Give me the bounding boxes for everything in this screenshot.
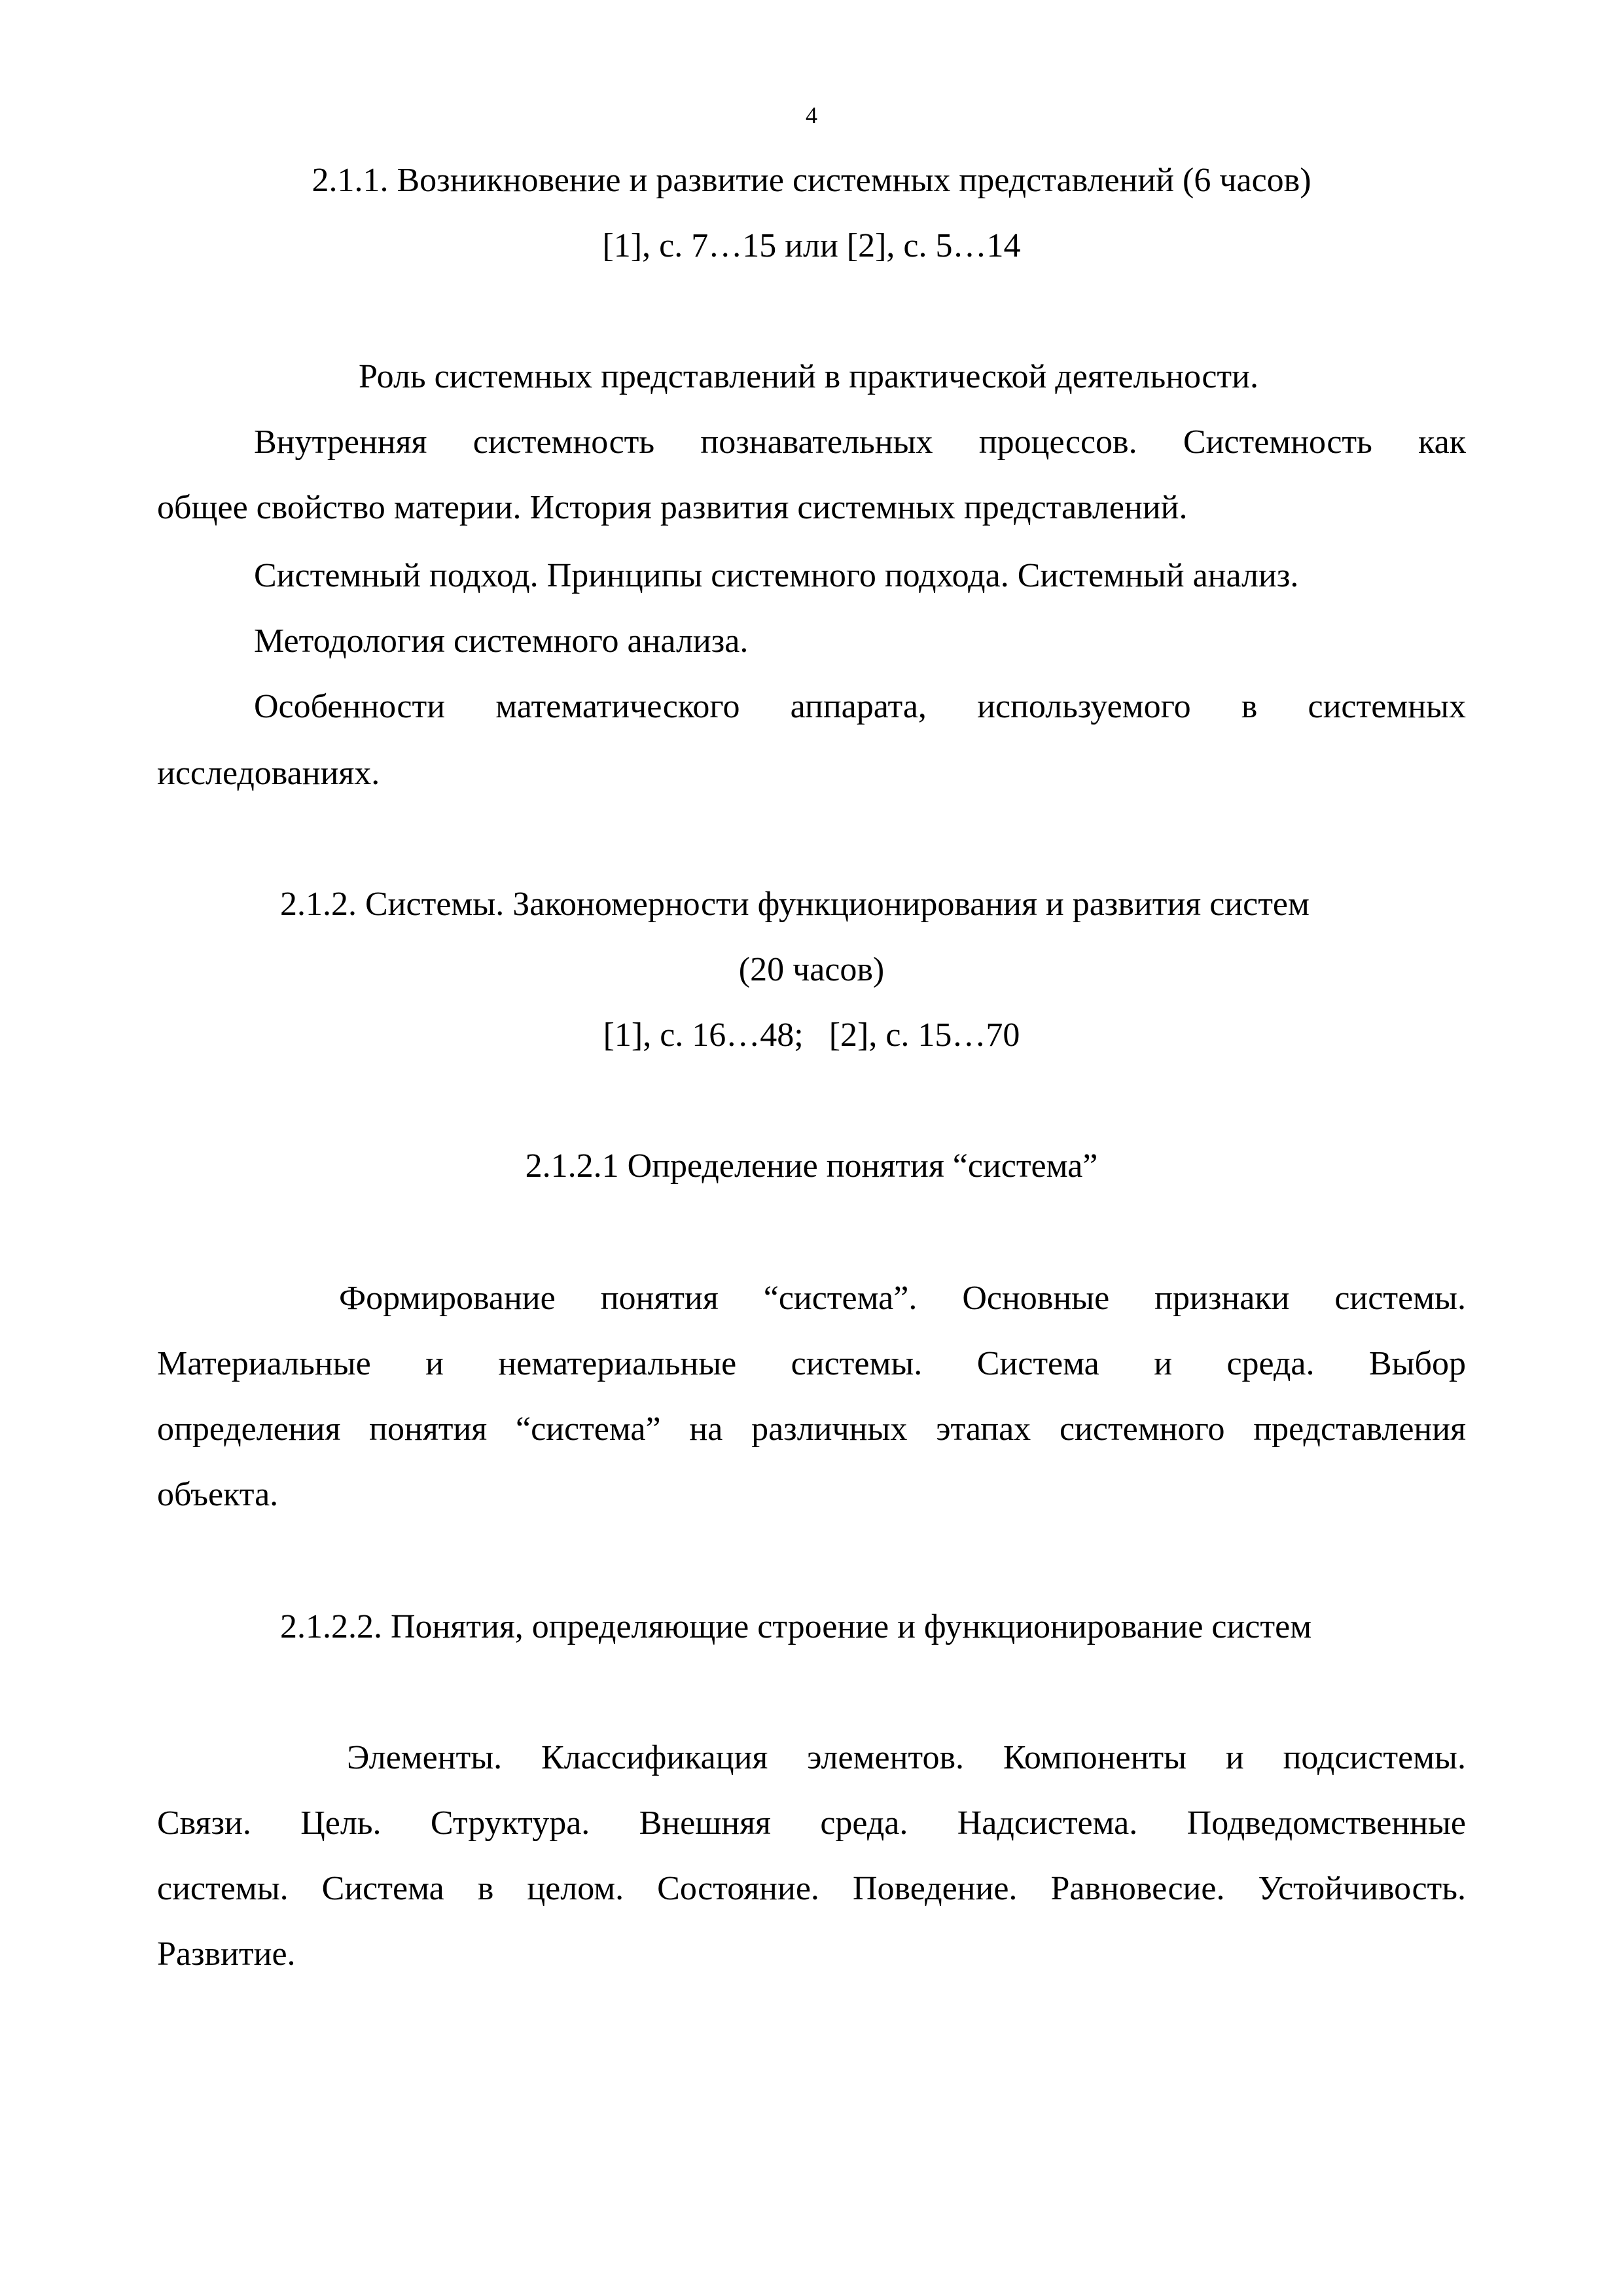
section-refs-2-1-2: [1], с. 16…48; [2], с. 15…70 (603, 1016, 1020, 1054)
paragraph-line: Формирование понятия “система”. Основные признаки системы. (339, 1280, 1466, 1317)
section-heading-2-1-2-1: 2.1.2.1 Определение понятия “система” (525, 1147, 1098, 1185)
paragraph-line: Связи. Цель. Структура. Внешняя среда. Надсистема. Подведомственные (157, 1804, 1466, 1842)
paragraph-line: определения понятия “система” на различных этапах системного представления (157, 1410, 1466, 1448)
paragraph-line: Роль системных представлений в практической деятельности. (359, 358, 1258, 395)
paragraph-line: Элементы. Классификация элементов. Компоненты и подсистемы. (347, 1739, 1466, 1776)
section-heading-2-1-1: 2.1.1. Возникновение и развитие системных представлений (6 часов) (312, 162, 1311, 199)
section-refs-2-1-1: [1], с. 7…15 или [2], с. 5…14 (602, 227, 1021, 264)
paragraph-line: Внутренняя системность познавательных процессов. Системность как (254, 423, 1466, 461)
section-heading-2-1-2: 2.1.2. Системы. Закономерности функционирования и развития систем (280, 886, 1310, 923)
paragraph-line: Материальные и нематериальные системы. Система и среда. Выбор (157, 1345, 1466, 1382)
paragraph-line: общее свойство материи. История развития системных представлений. (157, 489, 1188, 526)
paragraph-line: системы. Система в целом. Состояние. Поведение. Равновесие. Устойчивость. (157, 1870, 1466, 1907)
paragraph-line: Системный подход. Принципы системного подхода. Системный анализ. (254, 557, 1299, 594)
paragraph-line: исследованиях. (157, 755, 380, 792)
page-number: 4 (806, 102, 817, 128)
paragraph-line: Особенности математического аппарата, используемого в системных (254, 688, 1466, 725)
section-heading-2-1-2-2: 2.1.2.2. Понятия, определяющие строение и функционирование систем (280, 1608, 1312, 1645)
section-hours-2-1-2: (20 часов) (738, 951, 885, 988)
paragraph-line: Развитие. (157, 1935, 296, 1973)
paragraph-line: Методология системного анализа. (254, 622, 749, 660)
paragraph-line: объекта. (157, 1476, 279, 1513)
